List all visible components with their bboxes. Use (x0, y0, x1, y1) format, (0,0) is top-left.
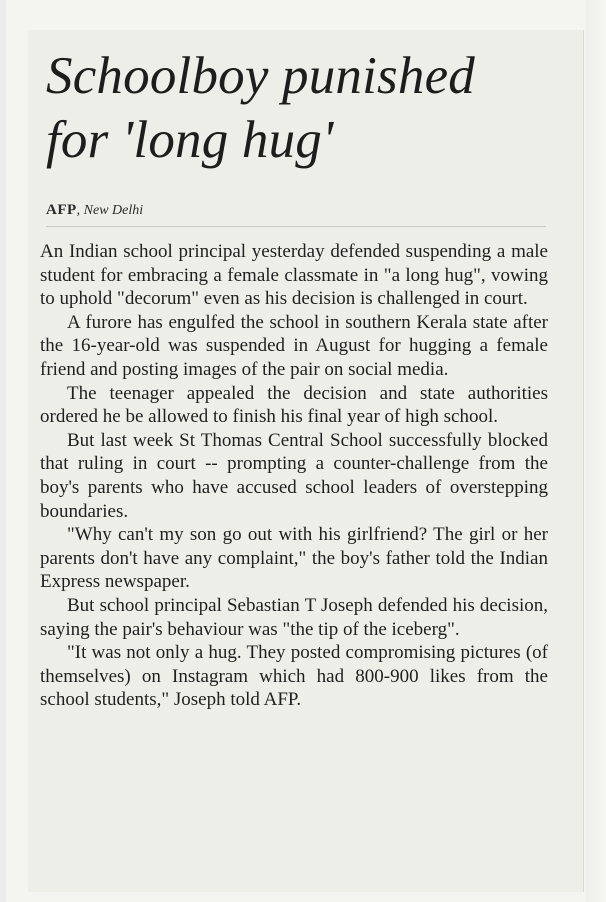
byline-separator: , (76, 203, 81, 218)
byline-agency: AFP (46, 202, 77, 218)
scan-left-edge (0, 0, 6, 902)
paragraph: "Why can't my son go out with his girlfriend? The girl or her parents don't have any complaint," the boy's father told the Indian Express newspaper. (40, 524, 548, 593)
byline-location: New Delhi (83, 203, 144, 218)
headline-line-1: Schoolboy punished (46, 47, 475, 105)
byline (46, 202, 143, 219)
paragraph: An Indian school principal yesterday defended suspending a male student for embracing a female classmate in "a long hug", vowing to uphold "decorum" even as his decision is challenged in court. (40, 241, 548, 310)
newspaper-clipping (28, 30, 584, 892)
paragraph: The teenager appealed the decision and state authorities ordered he be allowed to finish his final year of high school. (40, 382, 548, 428)
headline-line-2: for 'long hug' (46, 111, 334, 169)
byline-divider (46, 226, 546, 227)
paragraph: "It was not only a hug. They posted compromising pictures (of themselves) on Instagram which had 800-900 likes from the school students," Joseph told AFP. (40, 642, 548, 711)
scan-right-edge (586, 0, 606, 902)
headline (46, 44, 576, 172)
paragraph: A furore has engulfed the school in southern Kerala state after the 16-year-old was suspended in August for hugging a female friend and posting images of the pair on social media. (40, 311, 548, 380)
article-body (40, 240, 548, 712)
paragraph: But last week St Thomas Central School successfully blocked that ruling in court -- prompting a counter-challenge from the boy's parents who have accused school leaders of overstepping boundaries. (40, 429, 548, 522)
paragraph: But school principal Sebastian T Joseph defended his decision, saying the pair's behaviour was "the tip of the iceberg". (40, 594, 548, 640)
